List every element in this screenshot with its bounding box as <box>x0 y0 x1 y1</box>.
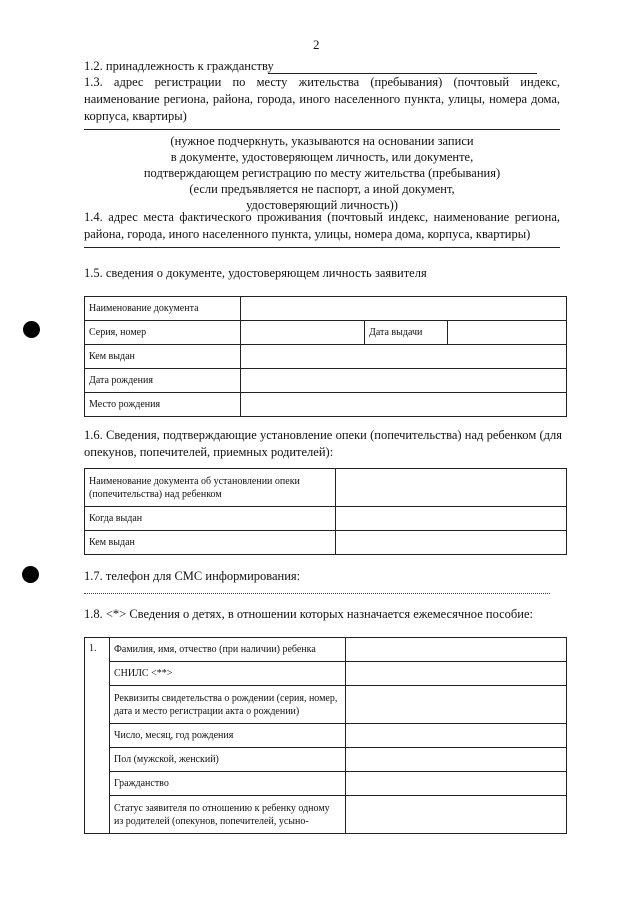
child-citizenship-field[interactable] <box>346 772 567 796</box>
note-line-4: (если предъявляется не паспорт, а иной документ, <box>189 182 455 196</box>
guardianship-label: 1.6. Сведения, подтверждающие установление опеки (попечительства) над ребенком (для опекунов, попечителей, приемных родителей): <box>84 428 562 459</box>
note-line-5: удостоверяющий личность)) <box>246 198 398 212</box>
child-full-name-label: Фамилия, имя, отчество (при наличии) ребенка <box>110 638 346 662</box>
issued-by-field[interactable] <box>241 345 567 369</box>
page-number: 2 <box>313 37 320 52</box>
child-applicant-status-field[interactable] <box>346 796 567 834</box>
citizenship-label: 1.2. принадлежность к гражданству <box>84 59 274 73</box>
birth-date-field[interactable] <box>241 369 567 393</box>
series-number-label: Серия, номер <box>85 321 241 345</box>
issue-date-field[interactable] <box>448 321 567 345</box>
guardianship-issued-by-field[interactable] <box>336 531 567 555</box>
sms-phone-label: 1.7. телефон для СМС информирования: <box>84 569 301 583</box>
actual-address-field-line[interactable] <box>84 247 560 248</box>
child-birth-cert-field[interactable] <box>346 686 567 724</box>
registration-address-label: 1.3. адрес регистрации по месту жительства (пребывания) (почтовый индекс, наименование региона, района, города, иного населенного пункта, улицы, номера дома, корпуса, квартиры) <box>84 75 560 123</box>
issued-by-label: Кем выдан <box>85 345 241 369</box>
child-citizenship-label: Гражданство <box>110 772 346 796</box>
punch-hole-icon <box>22 566 39 583</box>
note-line-3: подтверждающем регистрацию по месту жительства (пребывания) <box>143 166 501 180</box>
birth-place-field[interactable] <box>241 393 567 417</box>
child-birth-date-field[interactable] <box>346 724 567 748</box>
child-applicant-status-label: Статус заявителя по отношению к ребенку одному из родителей (опекунов, попечителей, усыно- <box>110 796 346 834</box>
issue-date-label: Дата выдачи <box>365 321 448 345</box>
note-line-1: (нужное подчеркнуть, указываются на основании записи <box>170 134 474 148</box>
punch-hole-icon <box>23 321 40 338</box>
guardianship-issued-by-label: Кем выдан <box>85 531 336 555</box>
children-label: 1.8. <*> Сведения о детях, в отношении которых назначается ежемесячное пособие: <box>84 607 534 621</box>
birth-date-label: Дата рождения <box>85 369 241 393</box>
children-table <box>84 637 567 834</box>
guardianship-issued-when-field[interactable] <box>336 507 567 531</box>
note-line-2: в документе, удостоверяющем личность, или документе, <box>170 150 474 164</box>
child-full-name-field[interactable] <box>346 638 567 662</box>
sms-phone-field-line[interactable] <box>84 593 550 594</box>
child-sex-label: Пол (мужской, женский) <box>110 748 346 772</box>
child-snils-label: СНИЛС <**> <box>110 662 346 686</box>
series-number-field[interactable] <box>241 321 365 345</box>
actual-address-label: 1.4. адрес места фактического проживания (почтовый индекс, наименование региона, района, города, иного населенного пункта, улицы, номера дома, корпуса, квартиры) <box>84 210 560 241</box>
doc-name-field[interactable] <box>241 297 567 321</box>
registration-address-field-line[interactable] <box>84 129 560 130</box>
identity-document-table <box>84 296 567 417</box>
child-sex-field[interactable] <box>346 748 567 772</box>
registration-address-note <box>84 133 560 213</box>
identity-document-label: 1.5. сведения о документе, удостоверяющем личность заявителя <box>84 266 427 280</box>
doc-name-label: Наименование документа <box>85 297 241 321</box>
guardianship-doc-field[interactable] <box>336 469 567 507</box>
birth-place-label: Место рождения <box>85 393 241 417</box>
guardianship-table <box>84 468 567 555</box>
guardianship-issued-when-label: Когда выдан <box>85 507 336 531</box>
child-index: 1. <box>85 638 110 834</box>
guardianship-doc-label: Наименование документа об установлении опеки (попечительства) над ребенком <box>85 469 336 507</box>
child-snils-field[interactable] <box>346 662 567 686</box>
child-birth-date-label: Число, месяц, год рождения <box>110 724 346 748</box>
child-birth-cert-label: Реквизиты свидетельства о рождении (серия, номер, дата и место регистрации акта о рождении) <box>110 686 346 724</box>
